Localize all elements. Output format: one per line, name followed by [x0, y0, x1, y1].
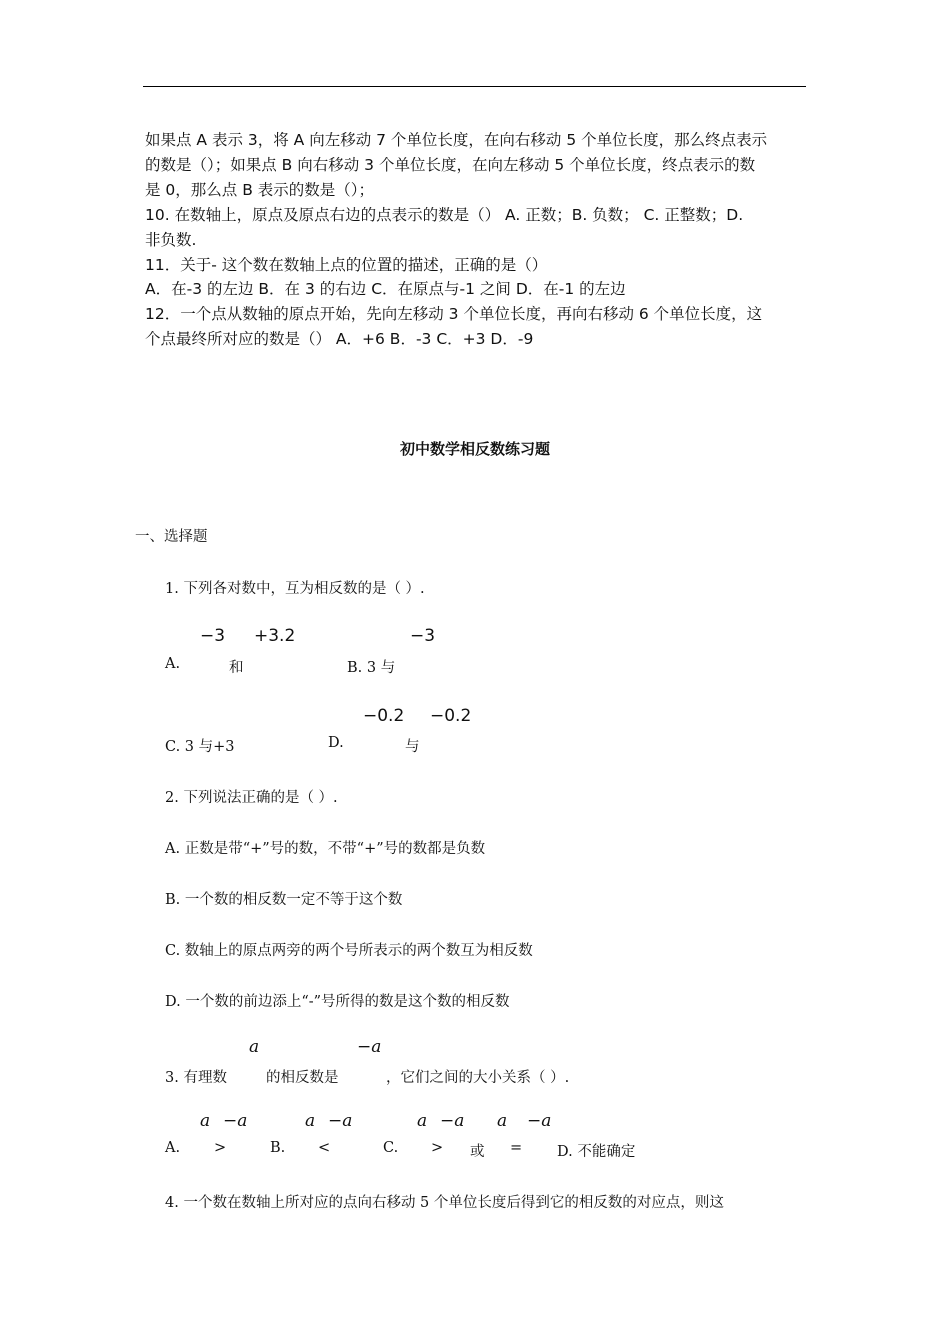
question-3-stem: ，它们之间的大小关系（ ）. — [386, 1070, 570, 1086]
option-d: D. 一个数的前边添上“-”号所得的数是这个数的相反数 — [165, 994, 510, 1010]
option-b: B. — [270, 1140, 286, 1156]
option-b: B. 3 与 — [347, 660, 396, 676]
option-c: C. — [383, 1140, 399, 1156]
text-line: A．在-3 的左边 B．在 3 的右边 C．在原点与-1 之间 D．在-1 的左边 — [145, 280, 626, 298]
text-line: 如果点 A 表示 3，将 A 向左移动 7 个单位长度，在向右移动 5 个单位长度，那么终点表示 — [145, 131, 768, 149]
math-term: −a — [440, 1111, 465, 1131]
relation-symbol: > — [214, 1140, 227, 1156]
text-line: 12．一个点从数轴的原点开始，先向左移动 3 个单位长度，再向右移动 6 个单位长度，这 — [145, 305, 763, 323]
relation-symbol: < — [318, 1140, 331, 1156]
math-term: −a — [223, 1111, 248, 1131]
math-term: a — [249, 1037, 260, 1057]
text-line: 个点最终所对应的数是（） A．+6 B．-3 C．+3 D．-9 — [145, 330, 534, 348]
math-term: −3 — [410, 626, 436, 646]
math-term: −a — [527, 1111, 552, 1131]
option-d: D. — [328, 735, 344, 751]
question-1-stem: 1. 下列各对数中，互为相反数的是（ ）. — [165, 581, 425, 597]
text-line: 非负数. — [145, 231, 197, 249]
text-line: 的数是（）；如果点 B 向右移动 3 个单位长度，在向左移动 5 个单位长度，终点表示的数 — [145, 156, 756, 174]
math-term: −3 — [200, 626, 226, 646]
math-term: a — [305, 1111, 316, 1131]
page-title: 初中数学相反数练习题 — [399, 440, 550, 458]
option-d: D. 不能确定 — [557, 1144, 636, 1160]
text-line: 10. 在数轴上，原点及原点右边的点表示的数是（） A. 正数；B. 负数； C. 正整数；D. — [145, 206, 744, 224]
option-c: C. 3 与+3 — [165, 739, 235, 755]
math-term: a — [200, 1111, 211, 1131]
math-term: −a — [328, 1111, 353, 1131]
option-a-connector: 和 — [229, 660, 244, 676]
question-4-stem: 4. 一个数在数轴上所对应的点向右移动 5 个单位长度后得到它的相反数的对应点，则这 — [165, 1195, 724, 1211]
math-term: −0.2 — [363, 706, 405, 726]
math-term: −0.2 — [430, 706, 472, 726]
math-term: −a — [357, 1037, 382, 1057]
text-line: 是 0，那么点 B 表示的数是（）； — [145, 181, 375, 199]
relation-symbol: > — [431, 1140, 444, 1156]
text-line: 11．关于- 这个数在数轴上点的位置的描述，正确的是（） — [145, 256, 548, 274]
option-c: C. 数轴上的原点两旁的两个号所表示的两个数互为相反数 — [165, 943, 533, 959]
option-b: B. 一个数的相反数一定不等于这个数 — [165, 892, 403, 908]
option-d-connector: 与 — [405, 739, 420, 755]
or-connector: 或 — [470, 1144, 485, 1160]
question-3-stem: 3. 有理数 — [165, 1070, 227, 1086]
question-2-stem: 2. 下列说法正确的是（ ）. — [165, 790, 338, 806]
header-rule — [143, 86, 806, 87]
option-a: A. 正数是带“+”号的数，不带“+”号的数都是负数 — [165, 841, 486, 857]
question-3-stem: 的相反数是 — [266, 1070, 339, 1086]
option-a: A. — [165, 656, 181, 672]
option-a: A. — [165, 1140, 181, 1156]
relation-symbol: = — [510, 1140, 523, 1156]
math-term: a — [417, 1111, 428, 1131]
math-term: +3.2 — [254, 626, 296, 646]
math-term: a — [497, 1111, 508, 1131]
section-heading: 一、选择题 — [135, 529, 208, 545]
